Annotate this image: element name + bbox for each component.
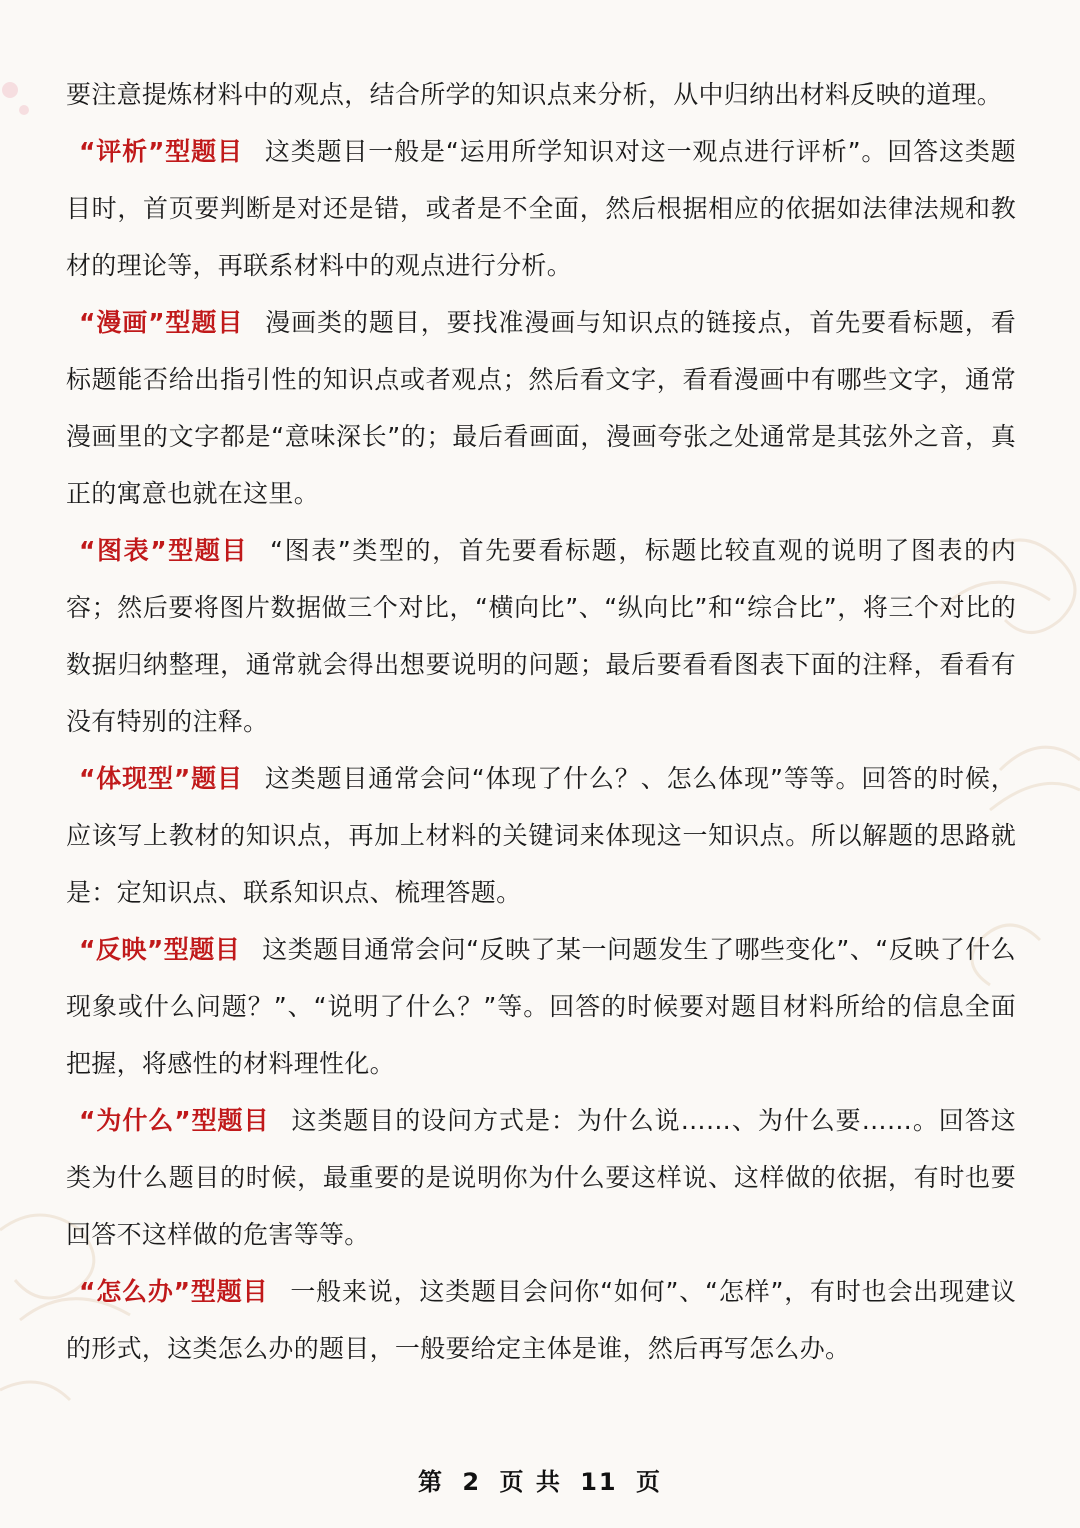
footer-suffix: 页 (635, 1468, 662, 1496)
section-body: 漫画类的题目，要找准漫画与知识点的链接点，首先要看标题，看标题能否给出指引性的知识点或者观点；然后看文字，看看漫画中有哪些文字，通常漫画里的文字都是“意味深长”的；最后看画面，漫画夸张之处通常是其弦外之音，真正的寓意也就在这里。 (66, 308, 1016, 508)
section-heading: “评析”型题目 (79, 137, 243, 166)
section-body: 一般来说，这类题目会问你“如何”、“怎样”，有时也会出现建议的形式，这类怎么办的题目，一般要给定主体是谁，然后再写怎么办。 (66, 1277, 1016, 1363)
section-heading: “反映”型题目 (79, 935, 241, 964)
intro-paragraph: 要注意提炼材料中的观点，结合所学的知识点来分析，从中归纳出材料反映的道理。 (66, 80, 1003, 109)
section-paragraph (66, 123, 1016, 294)
document-body (66, 66, 1016, 1377)
section-body: 这类题目通常会问“反映了某一问题发生了哪些变化”、“反映了什么现象或什么问题？”、“说明了什么？”等。回答的时候要对题目材料所给的信息全面把握，将感性的材料理性化。 (66, 935, 1016, 1078)
footer-prefix: 第 (418, 1468, 445, 1496)
section-body: “图表”类型的，首先要看标题，标题比较直观的说明了图表的内容；然后要将图片数据做三个对比，“横向比”、“纵向比”和“综合比”，将三个对比的数据归纳整理，通常就会得出想要说明的问题；最后要看看图表下面的注释，看看有没有特别的注释。 (66, 536, 1016, 736)
section-heading: “图表”型题目 (79, 536, 249, 565)
section-paragraph (66, 1092, 1016, 1263)
footer-middle: 页 共 (499, 1468, 562, 1496)
section-heading: “漫画”型题目 (79, 308, 244, 337)
section-body: 这类题目通常会问“体现了什么？、怎么体现”等等。回答的时候，应该写上教材的知识点，再加上材料的关键词来体现这一知识点。所以解题的思路就是：定知识点、联系知识点、梳理答题。 (66, 764, 1016, 907)
total-page-count: 11 (580, 1468, 618, 1496)
section-paragraph (66, 1263, 1016, 1377)
section-heading: “体现型”题目 (79, 764, 243, 793)
section-body: 这类题目一般是“运用所学知识对这一观点进行评析”。回答这类题目时，首页要判断是对还是错，或者是不全面，然后根据相应的依据如法律法规和教材的理论等，再联系材料中的观点进行分析。 (66, 137, 1016, 280)
section-paragraph (66, 522, 1016, 750)
section-paragraph (66, 294, 1016, 522)
section-paragraph (66, 921, 1016, 1092)
section-paragraph (66, 750, 1016, 921)
section-heading: “怎么办”型题目 (79, 1277, 269, 1306)
current-page-number: 2 (462, 1468, 482, 1496)
section-heading: “为什么”型题目 (79, 1106, 270, 1135)
page-footer (0, 1462, 1080, 1497)
section-body: 这类题目的设问方式是：为什么说……、为什么要……。回答这类为什么题目的时候，最重要的是说明你为什么要这样说、这样做的依据，有时也要回答不这样做的危害等等。 (66, 1106, 1016, 1249)
